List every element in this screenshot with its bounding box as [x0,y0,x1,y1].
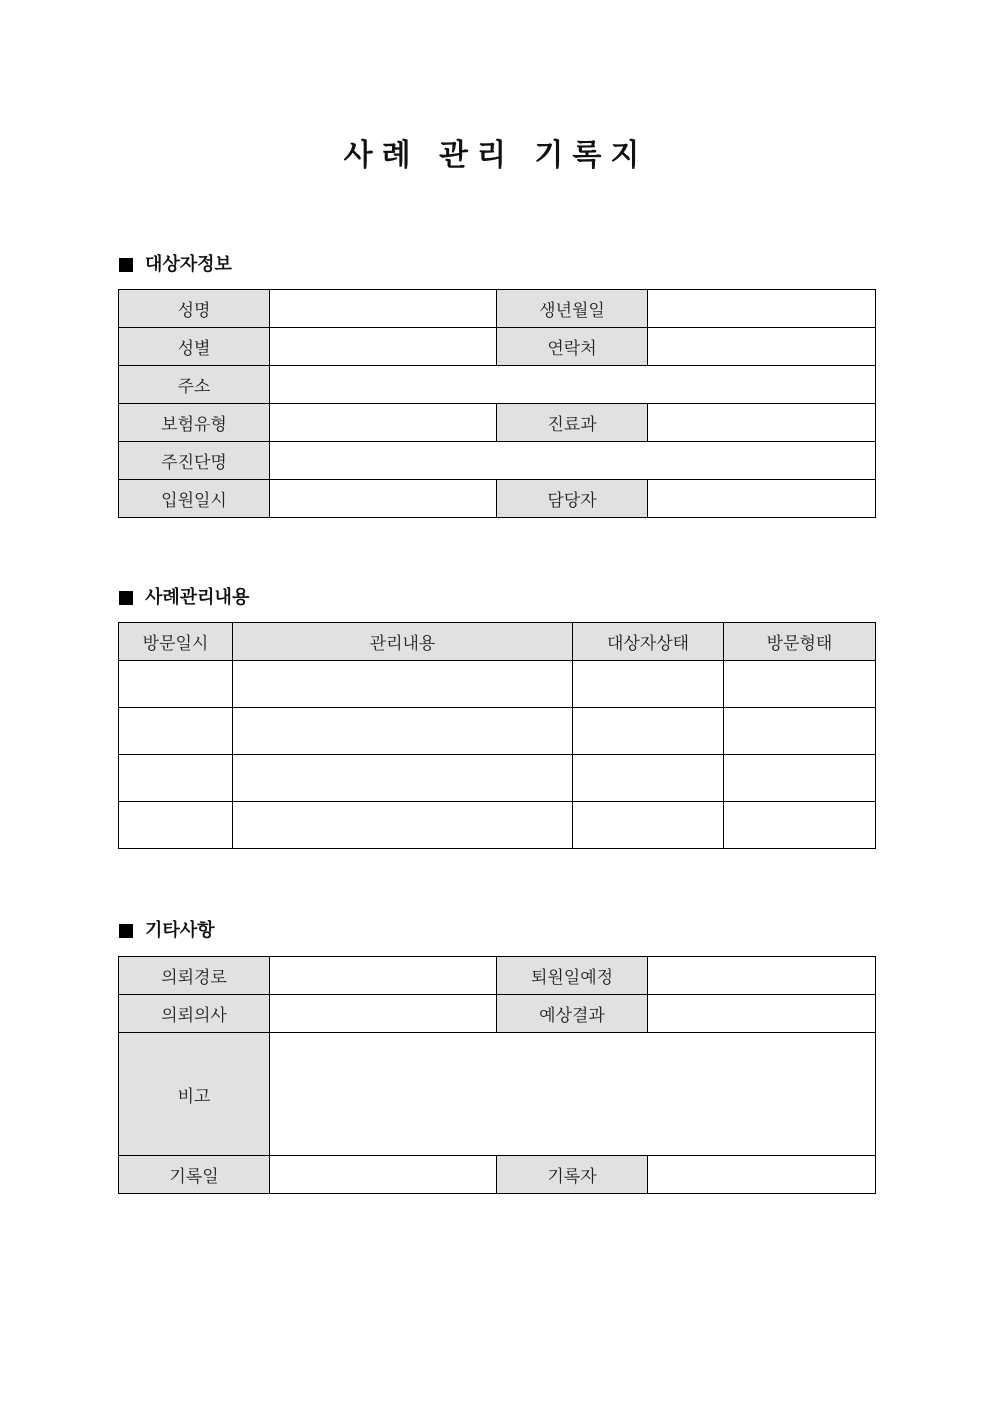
insurance-field[interactable] [270,404,497,442]
contact-label: 연락처 [497,328,648,366]
column-header: 방문형태 [724,623,876,661]
subject-status-cell[interactable] [573,661,724,708]
subject-info-table [118,289,876,518]
diagnosis-label: 주진단명 [119,442,270,480]
management-content-cell[interactable] [233,661,573,708]
admission-label: 입원일시 [119,480,270,518]
manager-field[interactable] [648,480,876,518]
birth-field[interactable] [648,290,876,328]
section-heading-etc [119,918,215,944]
management-content-cell[interactable] [233,802,573,849]
table-row [119,442,876,480]
table-row [119,1156,876,1194]
name-label: 성명 [119,290,270,328]
gender-label: 성별 [119,328,270,366]
table-row [119,1033,876,1156]
section-heading-label: 대상자정보 [145,254,232,275]
visit-date-cell[interactable] [119,708,233,755]
record-date-label: 기록일 [119,1156,270,1194]
table-row [119,290,876,328]
table-row [119,708,876,755]
management-content-cell[interactable] [233,755,573,802]
table-row [119,661,876,708]
expected-result-field[interactable] [648,995,876,1033]
visit-date-cell[interactable] [119,802,233,849]
column-header: 방문일시 [119,623,233,661]
table-row [119,802,876,849]
department-label: 진료과 [497,404,648,442]
table-row [119,328,876,366]
section-heading-label: 사례관리내용 [145,587,250,608]
name-field[interactable] [270,290,497,328]
admission-field[interactable] [270,480,497,518]
diagnosis-field[interactable] [270,442,876,480]
discharge-plan-field[interactable] [648,957,876,995]
section-heading-label: 기타사항 [145,920,215,941]
case-management-table [118,622,876,849]
square-bullet-icon [119,924,133,938]
visit-date-cell[interactable] [119,661,233,708]
column-header: 대상자상태 [573,623,724,661]
department-field[interactable] [648,404,876,442]
remarks-label: 비고 [119,1033,270,1156]
table-row [119,957,876,995]
table-row [119,480,876,518]
etc-info-table [118,956,876,1194]
management-content-cell[interactable] [233,708,573,755]
referral-route-label: 의뢰경로 [119,957,270,995]
subject-status-cell[interactable] [573,755,724,802]
manager-label: 담당자 [497,480,648,518]
section-heading-info [119,252,232,278]
referral-doctor-label: 의뢰의사 [119,995,270,1033]
visit-date-cell[interactable] [119,755,233,802]
visit-type-cell[interactable] [724,755,876,802]
visit-type-cell[interactable] [724,708,876,755]
referral-route-field[interactable] [270,957,497,995]
insurance-label: 보험유형 [119,404,270,442]
recorder-label: 기록자 [497,1156,648,1194]
square-bullet-icon [119,591,133,605]
visit-type-cell[interactable] [724,802,876,849]
table-row [119,995,876,1033]
recorder-field[interactable] [648,1156,876,1194]
contact-field[interactable] [648,328,876,366]
record-date-field[interactable] [270,1156,497,1194]
referral-doctor-field[interactable] [270,995,497,1033]
expected-result-label: 예상결과 [497,995,648,1033]
subject-status-cell[interactable] [573,802,724,849]
visit-type-cell[interactable] [724,661,876,708]
address-field[interactable] [270,366,876,404]
table-row [119,755,876,802]
subject-status-cell[interactable] [573,708,724,755]
section-heading-case [119,585,249,611]
table-header-row [119,623,876,661]
remarks-field[interactable] [270,1033,876,1156]
birth-label: 생년월일 [497,290,648,328]
page-title: 사례 관리 기록지 [343,138,649,173]
square-bullet-icon [119,258,133,272]
discharge-plan-label: 퇴원일예정 [497,957,648,995]
table-row [119,366,876,404]
column-header: 관리내용 [233,623,573,661]
table-row [119,404,876,442]
gender-field[interactable] [270,328,497,366]
address-label: 주소 [119,366,270,404]
